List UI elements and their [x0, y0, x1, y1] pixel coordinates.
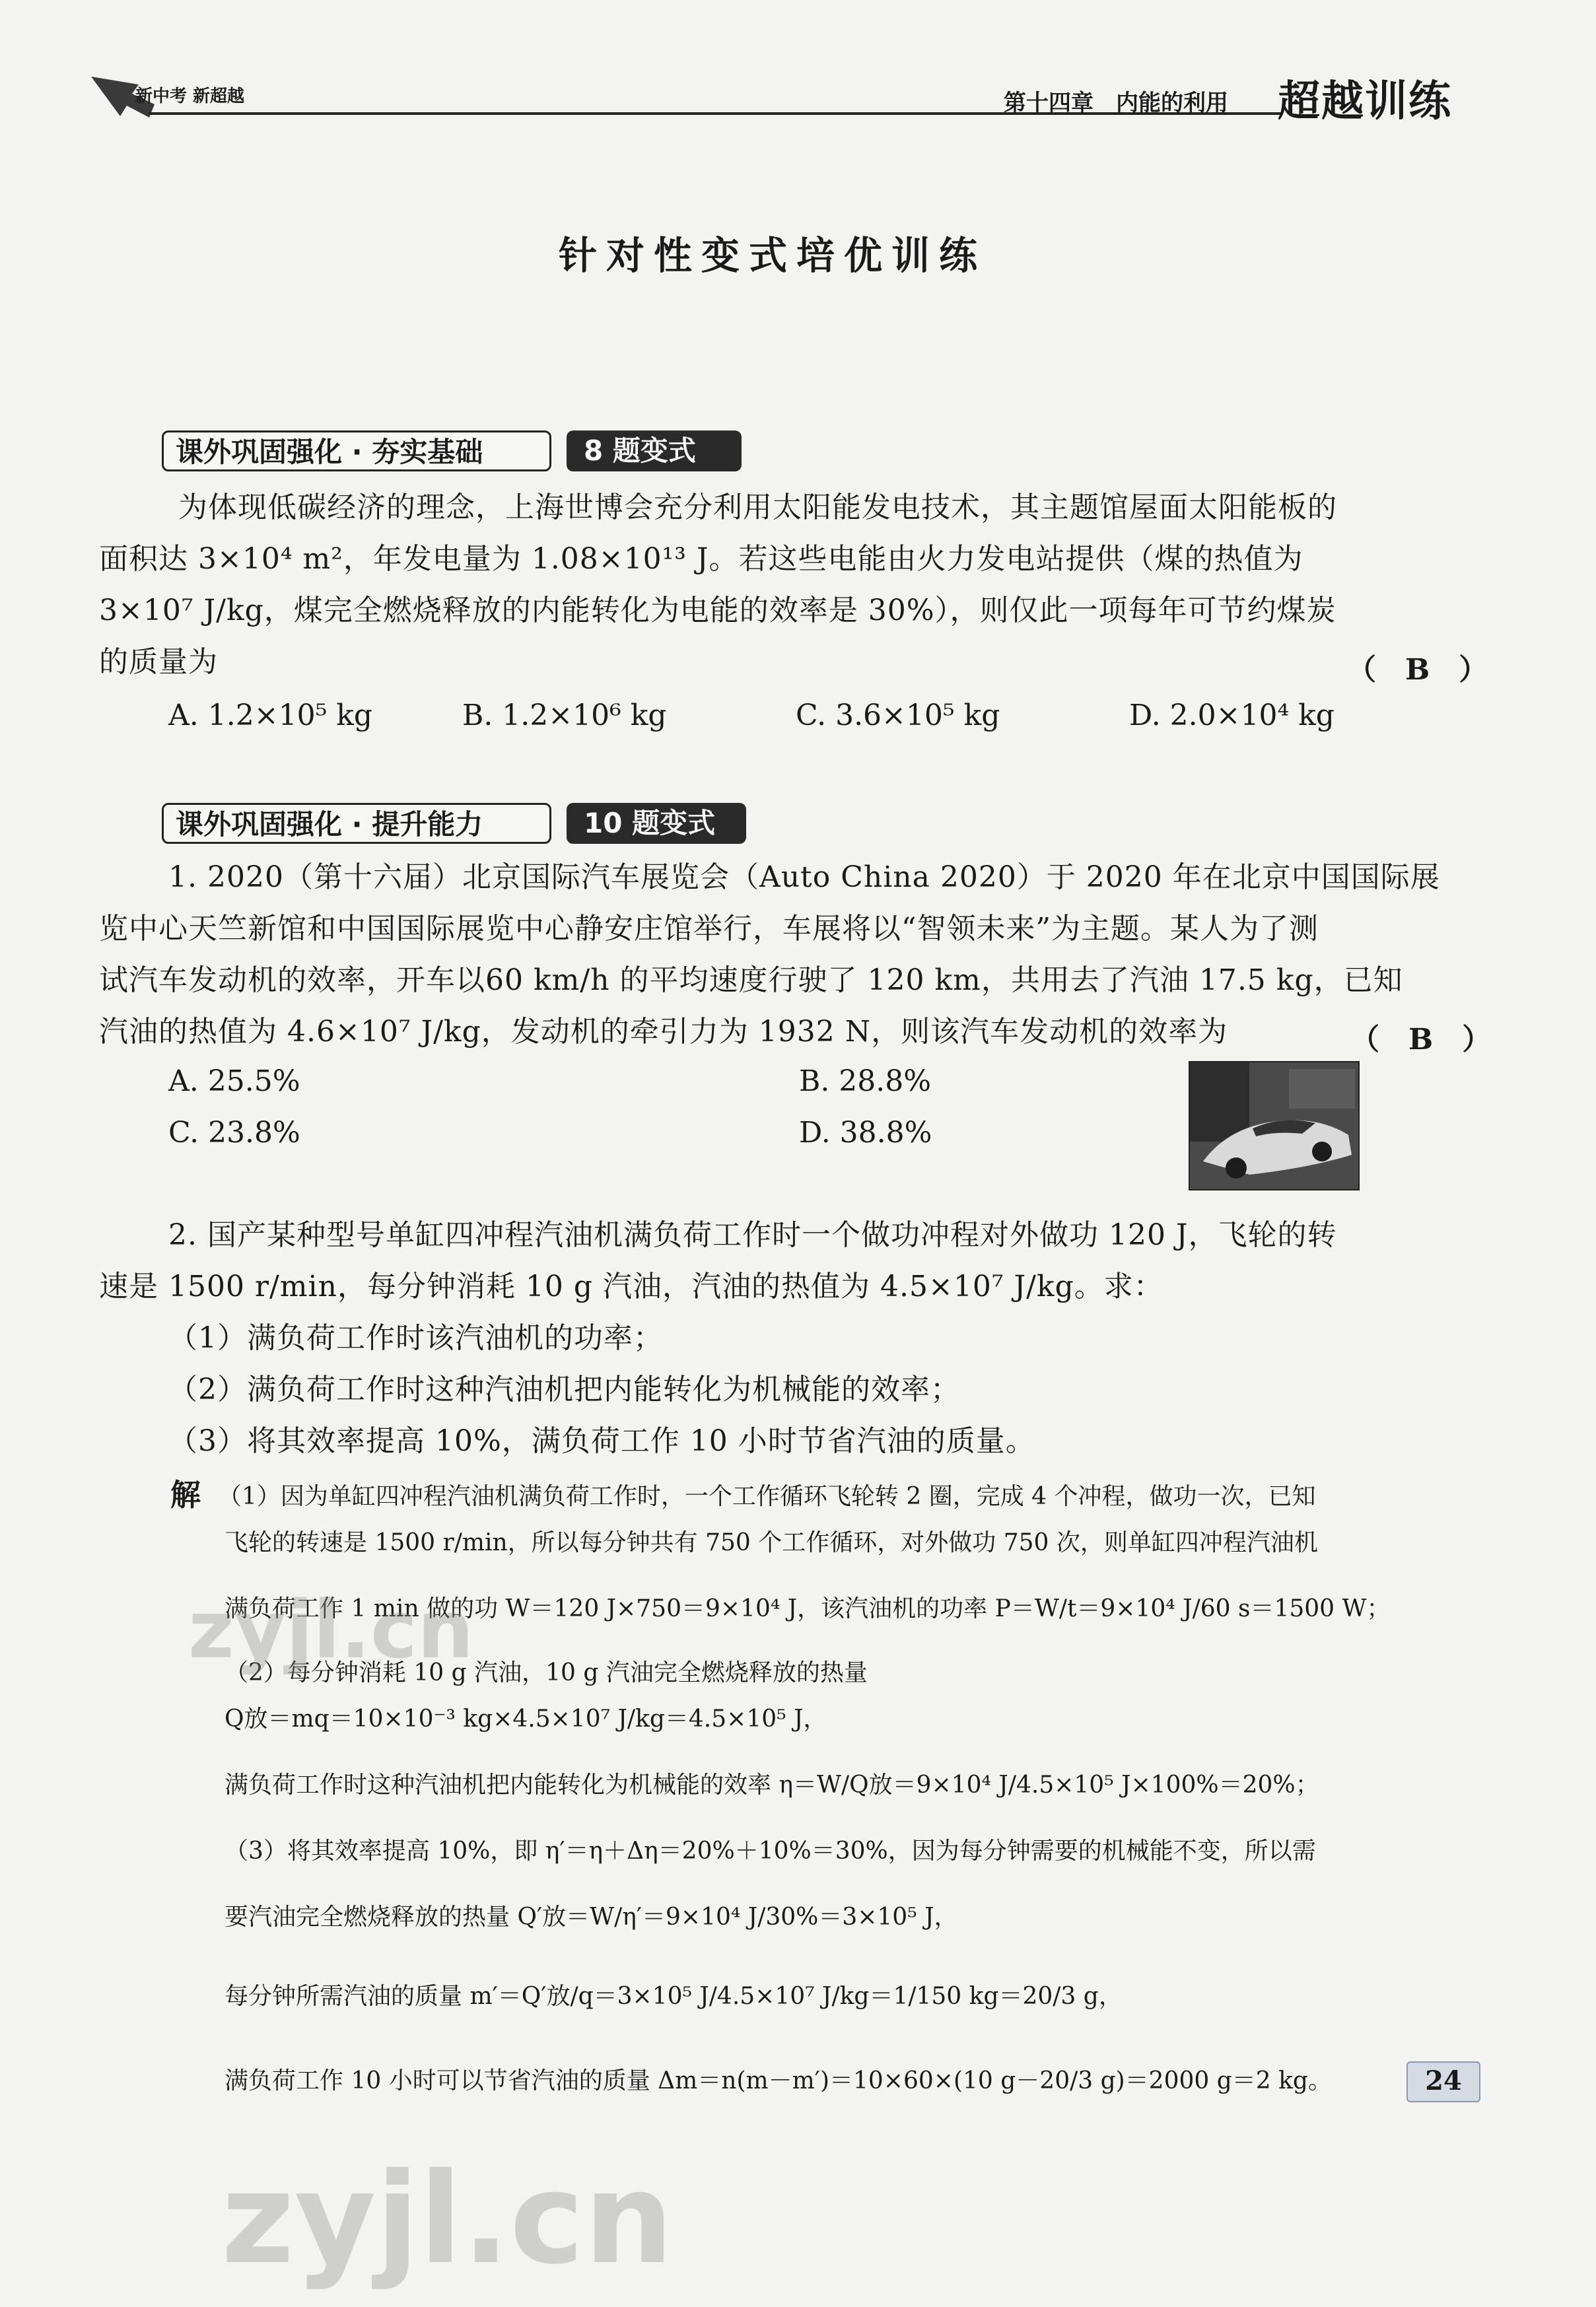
s1-answer: （ B ） — [1347, 653, 1488, 687]
q1-option-b: B. 28.8% — [799, 1064, 932, 1098]
sol-line-1: （1）因为单缸四冲程汽油机满负荷工作时，一个工作循环飞轮转 2 圈，完成 4 个冲程，做功一次，已知 — [218, 1483, 1316, 1510]
series-label: 新中考 新超越 — [135, 86, 245, 106]
sol-line-7: （3）将其效率提高 10%，即 η′＝η＋Δη＝20%＋10%＝30%，因为每分钟需要的机械能不变，所以需 — [225, 1838, 1316, 1865]
watermark-mid: zyjl.cn — [188, 1585, 474, 1676]
s1-line-2: 面积达 3×10⁴ m²，年发电量为 1.08×10¹³ J。若这些电能由火力发电站提供（煤的热值为 — [99, 542, 1303, 576]
sol-line-8: 要汽油完全燃烧释放的热量 Q′放＝W/η′＝9×10⁴ J/30%＝3×10⁵ J， — [225, 1904, 958, 1931]
q1-line-2: 览中心天竺新馆和中国国际展览中心静安庄馆举行，车展将以“智领未来”为主题。某人为了测 — [99, 912, 1319, 946]
sol-line-5: Q放＝mq＝10×10⁻³ kg×4.5×10⁷ J/kg＝4.5×10⁵ J， — [225, 1705, 827, 1733]
q1-option-c: C. 23.8% — [168, 1116, 300, 1150]
brand-title: 超越训练 — [1278, 77, 1452, 126]
q2-line-5: （3）将其效率提高 10%，满负荷工作 10 小时节省汽油的质量。 — [168, 1424, 1035, 1458]
page-number: 24 — [1406, 2061, 1480, 2102]
sol-line-2: 飞轮的转速是 1500 r/min，所以每分钟共有 750 个工作循环，对外做功 750 次，则单缸四冲程汽油机 — [225, 1529, 1318, 1556]
q2-line-4: （2）满负荷工作时这种汽油机把内能转化为机械能的效率； — [168, 1373, 960, 1406]
s1-option-b: B. 1.2×10⁶ kg — [462, 699, 667, 732]
s1-line-4: 的质量为 — [99, 645, 218, 679]
s1-option-c: C. 3.6×10⁵ kg — [796, 699, 1000, 732]
sol-line-4: （2）每分钟消耗 10 g 汽油，10 g 汽油完全燃烧释放的热量 — [225, 1659, 868, 1686]
section1-label: 课外巩固强化 · 夯实基础 — [162, 430, 551, 471]
sol-line-6: 满负荷工作时这种汽油机把内能转化为机械能的效率 η＝W/Q放＝9×10⁴ J/4.5×10⁵ J×100%＝20%； — [225, 1772, 1319, 1799]
s1-option-d: D. 2.0×10⁴ kg — [1129, 699, 1335, 732]
watermark-bottom: zyjl.cn — [221, 2146, 674, 2292]
q2-line-1: 2. 国产某种型号单缸四冲程汽油机满负荷工作时一个做功冲程对外做功 120 J，飞轮的转 — [168, 1218, 1337, 1252]
chapter-title: 第十四章 内能的利用 — [1004, 90, 1228, 116]
s1-line-3: 3×10⁷ J/kg，煤完全燃烧释放的内能转化为电能的效率是 30%），则仅此一项每年可节约煤炭 — [99, 594, 1336, 627]
s1-line-1: 为体现低碳经济的理念，上海世博会充分利用太阳能发电技术，其主题馆屋面太阳能板的 — [178, 491, 1337, 524]
sol-line-10: 满负荷工作 10 小时可以节省汽油的质量 Δm＝n(m－m′)＝10×60×(10 g－20/3 g)＝2000 g＝2 kg。 — [225, 2067, 1332, 2094]
section1-tag: 8 题变式 — [567, 430, 742, 471]
section2-label: 课外巩固强化 · 提升能力 — [162, 803, 551, 844]
page-title: 针对性变式培优训练 — [558, 233, 987, 278]
q1-option-d: D. 38.8% — [799, 1116, 932, 1150]
q1-line-4: 汽油的热值为 4.6×10⁷ J/kg，发动机的牵引力为 1932 N，则该汽车发动机的效率为 — [99, 1015, 1228, 1049]
sol-line-9: 每分钟所需汽油的质量 m′＝Q′放/q＝3×10⁵ J/4.5×10⁷ J/kg＝1/150 kg＝20/3 g， — [225, 1983, 1123, 2010]
q2-line-2: 速是 1500 r/min，每分钟消耗 10 g 汽油，汽油的热值为 4.5×10⁷ J/kg。求： — [99, 1270, 1163, 1303]
section2-tag: 10 题变式 — [567, 803, 746, 844]
sol-line-3: 满负荷工作 1 min 做的功 W＝120 J×750＝9×10⁴ J，该汽油机的功率 P＝W/t＝9×10⁴ J/60 s＝1500 W； — [225, 1595, 1391, 1622]
car-photo — [1189, 1061, 1360, 1190]
q2-line-3: （1）满负荷工作时该汽油机的功率； — [168, 1321, 663, 1355]
q1-option-a: A. 25.5% — [168, 1064, 300, 1098]
q1-answer: （ B ） — [1350, 1023, 1492, 1056]
q1-line-1: 1. 2020（第十六届）北京国际汽车展览会（Auto China 2020）于 2020 年在北京中国国际展 — [168, 860, 1440, 894]
q1-line-3: 试汽车发动机的效率，开车以60 km/h 的平均速度行驶了 120 km，共用去了汽油 17.5 kg，已知 — [99, 963, 1403, 997]
s1-option-a: A. 1.2×10⁵ kg — [168, 699, 373, 732]
solution-marker: 解 — [170, 1477, 201, 1513]
